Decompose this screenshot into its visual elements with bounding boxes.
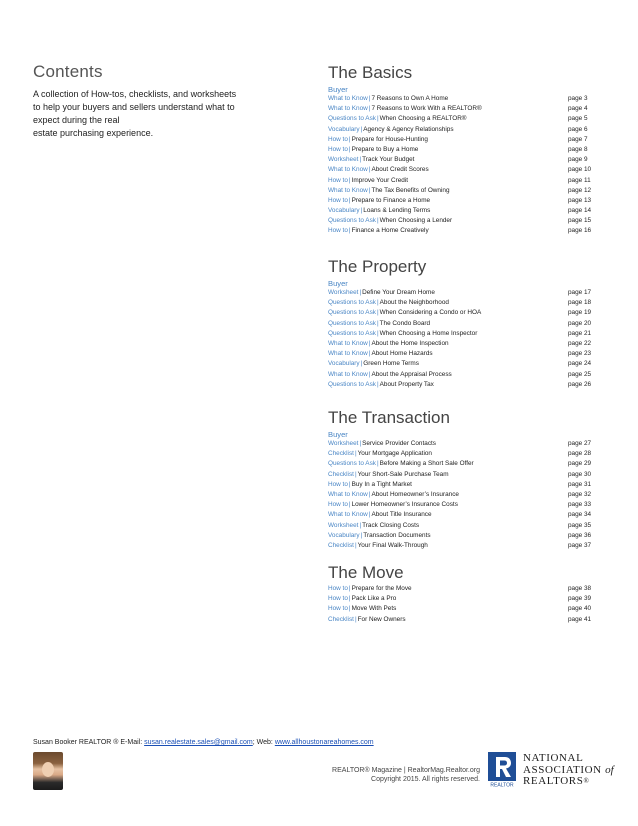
entry-category: What to Know: [328, 511, 368, 519]
toc-entry[interactable]: [328, 145, 588, 155]
entry-title: Transaction Documents: [363, 531, 431, 539]
toc-entry[interactable]: [328, 470, 592, 480]
section-the-move: [328, 562, 592, 625]
entry-title: When Considering a Condo or HOA: [379, 309, 482, 317]
entry-page-number: page 11: [568, 176, 591, 184]
entry-title: About Property Tax: [379, 380, 434, 388]
toc-entry[interactable]: [328, 135, 588, 145]
entry-category: How to: [328, 585, 348, 592]
entry-title: Define Your Dream Home: [362, 289, 435, 296]
entry-category: What to Know: [328, 339, 368, 347]
entry-title: About Title Insurance: [371, 511, 432, 519]
toc-entry[interactable]: [328, 339, 592, 349]
intro-block: [33, 62, 273, 140]
entry-category: How to: [328, 145, 348, 153]
entry-category: Checklist: [328, 541, 354, 549]
entry-page-number: page 29: [568, 460, 592, 468]
entry-title: Improve Your Credit: [351, 176, 409, 184]
entry-title: About the Home Inspection: [371, 339, 449, 347]
entry-separator: |: [360, 125, 363, 133]
entry-category: How to: [328, 227, 348, 235]
toc-entry[interactable]: [328, 521, 592, 531]
entry-title: About Home Hazards: [371, 350, 433, 358]
entry-page-number: page 37: [568, 541, 592, 549]
entry-title: Your Mortgage Application: [357, 450, 432, 458]
entry-separator: |: [368, 511, 371, 519]
entry-category: Questions to Ask: [328, 319, 376, 327]
entry-category: Worksheet: [328, 156, 359, 164]
toc-entry[interactable]: [328, 165, 592, 175]
nar-line-3: REALTORS: [523, 775, 584, 787]
entry-page-number: page 20: [568, 319, 592, 327]
magazine-credit: [332, 766, 480, 784]
entry-category: Checklist: [328, 470, 354, 478]
nar-wordmark: [523, 753, 614, 788]
entry-separator: |: [368, 370, 371, 378]
entry-page-number: page 17: [568, 289, 592, 296]
section-title: The Transaction: [328, 408, 450, 427]
entry-page-number: page 16: [568, 227, 592, 235]
entry-title: Prepare to Finance a Home: [351, 196, 431, 204]
entry-list: [328, 584, 592, 625]
toc-entry[interactable]: [328, 155, 588, 165]
intro-description: A collection of How-tos, checklists, and worksheets to help your buyers and sellers understand what to expect during the real estate purchasing experience.: [33, 89, 237, 138]
realtor-logo-text: REALTOR: [490, 782, 514, 788]
section-title: The Basics: [328, 63, 413, 82]
toc-entry[interactable]: [328, 531, 592, 541]
entry-page-number: page 34: [568, 511, 592, 519]
toc-entry[interactable]: [328, 615, 592, 625]
toc-entry[interactable]: [328, 449, 592, 459]
entry-category: Worksheet: [328, 289, 359, 296]
entry-page-number: page 3: [568, 95, 588, 102]
entry-separator: |: [348, 135, 351, 143]
entry-separator: |: [359, 289, 362, 296]
entry-page-number: page 22: [568, 339, 592, 347]
toc-entry[interactable]: [328, 510, 592, 520]
entry-title: About the Neighborhood: [379, 299, 449, 307]
entry-category: What to Know: [328, 350, 368, 358]
agent-face: [42, 762, 54, 777]
entry-page-number: page 19: [568, 309, 592, 317]
entry-separator: |: [348, 227, 351, 235]
entry-page-number: page 5: [568, 115, 588, 123]
entry-category: How to: [328, 135, 348, 143]
toc-entry[interactable]: [328, 298, 592, 308]
entry-category: How to: [328, 595, 348, 603]
entry-category: Vocabulary: [328, 531, 360, 539]
entry-title: About the Appraisal Process: [371, 370, 452, 378]
toc-entry[interactable]: [328, 94, 588, 104]
section-subhead: Buyer: [328, 85, 348, 94]
entry-title: Prepare to Buy a Home: [351, 145, 419, 153]
entry-title: Track Your Budget: [362, 156, 415, 164]
toc-entry[interactable]: [328, 329, 592, 339]
entry-title: Your Short-Sale Purchase Team: [357, 470, 449, 478]
entry-title: Prepare for the Move: [351, 585, 412, 592]
toc-entry[interactable]: [328, 439, 592, 449]
entry-page-number: page 31: [568, 480, 592, 488]
entry-category: Vocabulary: [328, 207, 360, 215]
toc-entry[interactable]: [328, 541, 592, 551]
entry-page-number: page 39: [568, 595, 592, 603]
entry-category: Worksheet: [328, 440, 359, 447]
entry-separator: |: [376, 217, 379, 225]
entry-category: How to: [328, 480, 348, 488]
toc-entry[interactable]: [328, 176, 591, 186]
entry-category: Questions to Ask: [328, 380, 376, 388]
toc-entry[interactable]: [328, 319, 592, 329]
entry-category: Checklist: [328, 615, 354, 623]
entry-separator: |: [376, 380, 379, 388]
entry-list: [328, 94, 592, 237]
toc-entry[interactable]: [328, 186, 592, 196]
contact-line: [33, 739, 374, 746]
section-subhead: Buyer: [328, 279, 348, 288]
entry-category: Questions to Ask: [328, 329, 376, 337]
entry-title: Green Home Terms: [363, 360, 419, 368]
entry-separator: |: [359, 156, 362, 164]
entry-category: What to Know: [328, 186, 368, 194]
entry-separator: |: [376, 460, 379, 468]
entry-page-number: page 10: [568, 166, 592, 174]
entry-separator: |: [376, 319, 379, 327]
toc-entry[interactable]: [328, 490, 592, 500]
entry-separator: |: [348, 176, 351, 184]
entry-title: 7 Reasons to Work With a REALTOR®: [371, 105, 482, 113]
toc-entry[interactable]: [328, 226, 592, 236]
entry-category: What to Know: [328, 490, 368, 498]
entry-list: [328, 288, 592, 390]
entry-title: When Choosing a REALTOR®: [379, 115, 467, 123]
entry-separator: |: [368, 350, 371, 358]
entry-separator: |: [354, 541, 357, 549]
entry-page-number: page 27: [568, 440, 592, 447]
entry-title: Loans & Lending Terms: [363, 207, 431, 215]
entry-separator: |: [354, 450, 357, 458]
magazine-line: REALTOR® Magazine | RealtorMag.Realtor.org: [332, 767, 480, 774]
toc-entry[interactable]: [328, 308, 592, 318]
nar-registered-mark: ®: [583, 777, 590, 785]
entry-category: What to Know: [328, 370, 368, 378]
entry-separator: |: [376, 299, 379, 307]
entry-separator: |: [348, 605, 351, 613]
toc-entry[interactable]: [328, 500, 592, 510]
entry-page-number: page 35: [568, 521, 592, 529]
nar-line-1: NATIONAL: [523, 752, 584, 764]
entry-title: Pack Like a Pro: [351, 595, 397, 603]
entry-page-number: page 24: [568, 360, 592, 368]
entry-page-number: page 4: [568, 105, 588, 113]
toc-entry[interactable]: [328, 288, 592, 298]
toc-entry[interactable]: [328, 216, 592, 226]
entry-separator: |: [348, 480, 351, 488]
entry-separator: |: [354, 615, 357, 623]
entry-category: What to Know: [328, 95, 368, 102]
entry-category: Worksheet: [328, 521, 359, 529]
entry-separator: |: [360, 531, 363, 539]
entry-page-number: page 23: [568, 350, 592, 358]
entry-page-number: page 30: [568, 470, 592, 478]
entry-page-number: page 28: [568, 450, 592, 458]
toc-entry[interactable]: [328, 380, 592, 390]
entry-separator: |: [368, 95, 371, 102]
section-the-basics: [328, 62, 592, 237]
entry-category: How to: [328, 501, 348, 509]
entry-page-number: page 18: [568, 299, 592, 307]
entry-separator: |: [354, 470, 357, 478]
entry-separator: |: [368, 186, 371, 194]
section-the-transaction: [328, 407, 592, 551]
entry-title: Before Making a Short Sale Offer: [379, 460, 474, 468]
toc-entry[interactable]: [328, 459, 592, 469]
entry-category: Questions to Ask: [328, 299, 376, 307]
entry-category: How to: [328, 196, 348, 204]
entry-page-number: page 12: [568, 186, 592, 194]
entry-list: [328, 439, 592, 551]
entry-separator: |: [348, 501, 351, 509]
entry-separator: |: [359, 440, 362, 447]
entry-page-number: page 13: [568, 196, 592, 204]
entry-category: Questions to Ask: [328, 460, 376, 468]
entry-category: Questions to Ask: [328, 217, 376, 225]
entry-page-number: page 21: [568, 329, 592, 337]
realtor-logo-icon: [488, 752, 516, 788]
toc-entry[interactable]: [328, 206, 592, 216]
entry-page-number: page 6: [568, 125, 588, 133]
section-the-property: [328, 256, 592, 390]
entry-title: About Credit Scores: [371, 166, 429, 174]
toc-entry[interactable]: [328, 359, 592, 369]
entry-title: 7 Reasons to Own A Home: [371, 95, 449, 102]
entry-separator: |: [359, 521, 362, 529]
entry-page-number: page 41: [568, 615, 592, 623]
entry-page-number: page 8: [568, 145, 588, 153]
entry-title: Service Provider Contacts: [362, 440, 436, 447]
entry-title: Track Closing Costs: [362, 521, 420, 529]
entry-separator: |: [376, 115, 379, 123]
entry-title: The Condo Board: [379, 319, 431, 327]
entry-separator: |: [348, 145, 351, 153]
entry-page-number: page 15: [568, 217, 592, 225]
entry-title: Move With Pets: [351, 605, 397, 613]
toc-entry[interactable]: [328, 594, 592, 604]
entry-title: Your Final Walk-Through: [357, 541, 428, 549]
agent-photo: [33, 752, 63, 790]
entry-separator: |: [348, 196, 351, 204]
entry-category: How to: [328, 176, 348, 184]
contact-prefix: Susan Booker REALTOR ® E-Mail:: [33, 739, 145, 746]
entry-category: What to Know: [328, 166, 368, 174]
entry-title: For New Owners: [357, 615, 406, 623]
entry-separator: |: [368, 339, 371, 347]
section-title: The Move: [328, 563, 404, 582]
entry-category: How to: [328, 605, 348, 613]
toc-entry[interactable]: [328, 349, 592, 359]
entry-category: Questions to Ask: [328, 115, 376, 123]
entry-separator: |: [348, 585, 351, 592]
entry-title: The Tax Benefits of Owning: [371, 186, 450, 194]
entry-title: When Choosing a Lender: [379, 217, 453, 225]
entry-category: What to Know: [328, 105, 368, 113]
entry-page-number: page 14: [568, 207, 592, 215]
entry-page-number: page 33: [568, 501, 592, 509]
entry-separator: |: [368, 166, 371, 174]
email-link[interactable]: susan.realestate.sales@gmail.com: [144, 739, 253, 746]
entry-page-number: page 32: [568, 490, 592, 498]
entry-page-number: page 36: [568, 531, 592, 539]
toc-entry[interactable]: [328, 604, 592, 614]
entry-title: Buy In a Tight Market: [351, 480, 412, 488]
entry-category: Checklist: [328, 450, 354, 458]
entry-title: Lower Homeowner’s Insurance Costs: [351, 501, 458, 509]
entry-separator: |: [348, 595, 351, 603]
entry-separator: |: [376, 309, 379, 317]
entry-separator: |: [368, 105, 371, 113]
entry-category: Questions to Ask: [328, 309, 376, 317]
entry-category: Vocabulary: [328, 125, 360, 133]
copyright-line: Copyright 2015. All rights reserved.: [371, 776, 480, 783]
toc-entry[interactable]: [328, 480, 592, 490]
entry-page-number: page 40: [568, 605, 592, 613]
nar-line-2: ASSOCIATION: [523, 763, 602, 776]
toc-entry[interactable]: [328, 196, 592, 206]
entry-separator: |: [368, 490, 371, 498]
contact-mid: ; Web:: [252, 739, 275, 746]
toc-entry[interactable]: [328, 104, 588, 114]
entry-title: About Homeowner’s Insurance: [371, 490, 459, 498]
toc-entry[interactable]: [328, 584, 592, 594]
entry-page-number: page 38: [568, 585, 592, 592]
entry-title: When Choosing a Home Inspector: [379, 329, 478, 337]
toc-entry[interactable]: [328, 125, 588, 135]
toc-entry[interactable]: [328, 370, 592, 380]
entry-separator: |: [360, 360, 363, 368]
entry-category: Vocabulary: [328, 360, 360, 368]
page-title: Contents: [33, 62, 103, 81]
entry-separator: |: [376, 329, 379, 337]
section-title: The Property: [328, 257, 427, 276]
entry-page-number: page 26: [568, 380, 592, 388]
section-subhead: Buyer: [328, 430, 348, 439]
website-link[interactable]: www.allhoustonareahomes.com: [274, 739, 374, 746]
nar-of: of: [605, 763, 614, 776]
entry-page-number: page 25: [568, 370, 592, 378]
entry-title: Prepare for House-Hunting: [351, 135, 428, 143]
entry-page-number: page 7: [568, 135, 588, 143]
entry-title: Finance a Home Creatively: [351, 227, 429, 235]
entry-page-number: page 9: [568, 156, 588, 164]
entry-title: Agency & Agency Relationships: [363, 125, 454, 133]
toc-entry[interactable]: [328, 114, 588, 124]
entry-separator: |: [360, 207, 363, 215]
